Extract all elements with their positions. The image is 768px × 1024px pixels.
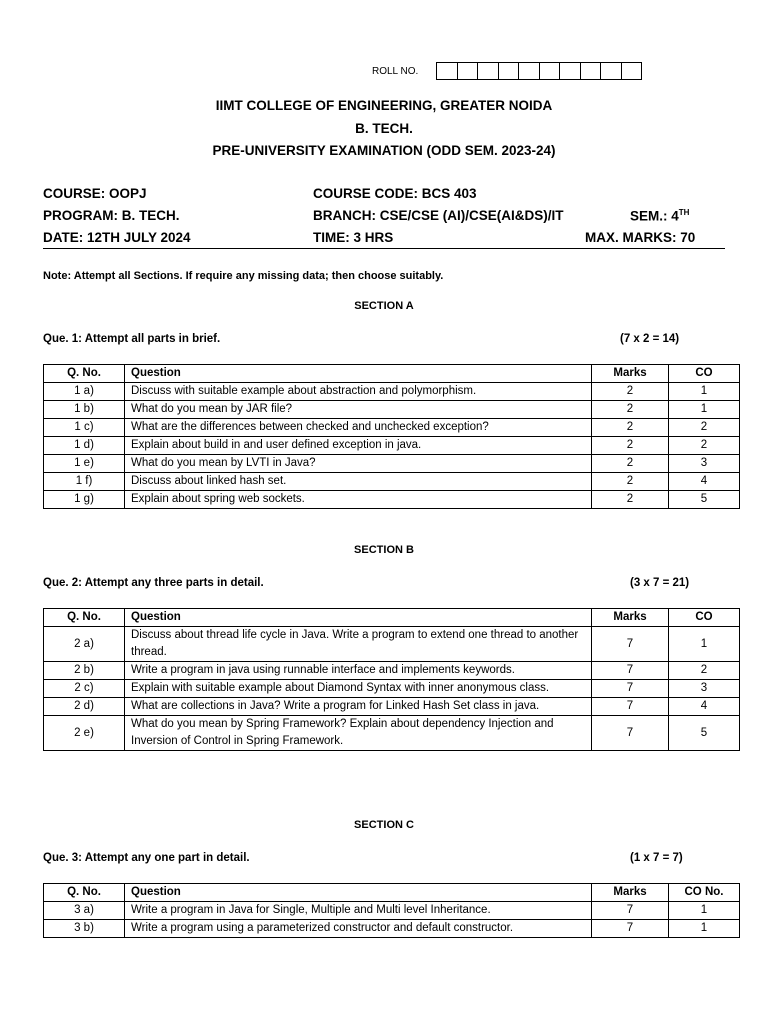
note: Note: Attempt all Sections. If require any missing data; then choose suitably. <box>43 270 444 282</box>
degree-title: B. TECH. <box>355 121 413 136</box>
section-c-table <box>43 883 740 938</box>
branch: BRANCH: CSE/CSE (AI)/CSE(AI&DS)/IT <box>313 208 564 223</box>
q-marks: 2 <box>592 419 669 437</box>
section-a-table <box>43 364 740 509</box>
q-text: Explain about spring web sockets. <box>125 491 592 509</box>
q-marks: 7 <box>592 920 669 938</box>
q-co: 1 <box>669 627 740 662</box>
section-a-marks: (7 x 2 = 14) <box>620 333 680 345</box>
col-marks: Marks <box>592 884 669 902</box>
q-co: 5 <box>669 491 740 509</box>
roll-number-box <box>478 63 499 79</box>
table-row <box>44 716 740 751</box>
q-co: 1 <box>669 902 740 920</box>
section-b-marks: (3 x 7 = 21) <box>630 577 690 589</box>
q-co: 1 <box>669 401 740 419</box>
col-marks: Marks <box>592 609 669 627</box>
q-no: 2 b) <box>44 662 125 680</box>
table-row <box>44 920 740 938</box>
q-co: 2 <box>669 419 740 437</box>
section-a-title: SECTION A <box>354 300 414 312</box>
q-marks: 2 <box>592 473 669 491</box>
q-text: What do you mean by LVTI in Java? <box>125 455 592 473</box>
roll-number-box <box>519 63 540 79</box>
q-text: Write a program in Java for Single, Multiple and Multi level Inheritance. <box>125 902 592 920</box>
semester <box>630 208 689 224</box>
exam-title: PRE-UNIVERSITY EXAMINATION (ODD SEM. 2023-24) <box>212 143 556 158</box>
q-text: What do you mean by Spring Framework? Explain about dependency Injection and Inversion of Control in Spring Framework. <box>125 716 592 751</box>
roll-number-box <box>581 63 602 79</box>
q-co: 2 <box>669 662 740 680</box>
table-row <box>44 491 740 509</box>
table-row <box>44 698 740 716</box>
table-row <box>44 419 740 437</box>
q-marks: 7 <box>592 698 669 716</box>
section-c-instruction: Que. 3: Attempt any one part in detail. <box>43 852 250 864</box>
q-text: Write a program using a parameterized constructor and default constructor. <box>125 920 592 938</box>
semester-value: SEM.: 4 <box>630 208 679 224</box>
section-b-table <box>43 608 740 751</box>
q-co: 1 <box>669 383 740 401</box>
q-marks: 7 <box>592 902 669 920</box>
course-code: COURSE CODE: BCS 403 <box>313 186 477 201</box>
section-c-title: SECTION C <box>354 819 414 831</box>
q-no: 3 a) <box>44 902 125 920</box>
roll-number-label: ROLL NO. <box>372 65 419 77</box>
q-co: 5 <box>669 716 740 751</box>
col-qno: Q. No. <box>44 365 125 383</box>
q-no: 2 e) <box>44 716 125 751</box>
table-row <box>44 627 740 662</box>
q-text: Discuss about linked hash set. <box>125 473 592 491</box>
q-text: Explain with suitable example about Diamond Syntax with inner anonymous class. <box>125 680 592 698</box>
roll-number-box <box>560 63 581 79</box>
table-header-row <box>44 365 740 383</box>
q-marks: 2 <box>592 383 669 401</box>
exam-time: TIME: 3 HRS <box>313 230 394 245</box>
q-marks: 2 <box>592 401 669 419</box>
table-row <box>44 902 740 920</box>
roll-number-box <box>458 63 479 79</box>
q-text: Write a program in java using runnable interface and implements keywords. <box>125 662 592 680</box>
semester-suffix: TH <box>678 208 690 217</box>
q-text: Discuss about thread life cycle in Java. Write a program to extend one thread to another thread. <box>125 627 592 662</box>
q-co: 3 <box>669 455 740 473</box>
q-marks: 7 <box>592 716 669 751</box>
section-b-title: SECTION B <box>354 544 414 556</box>
q-marks: 7 <box>592 680 669 698</box>
q-no: 2 c) <box>44 680 125 698</box>
section-a-instruction: Que. 1: Attempt all parts in brief. <box>43 333 221 345</box>
q-no: 1 d) <box>44 437 125 455</box>
section-c-marks: (1 x 7 = 7) <box>630 852 683 864</box>
q-text: Explain about build in and user defined exception in java. <box>125 437 592 455</box>
q-text: What do you mean by JAR file? <box>125 401 592 419</box>
q-co: 3 <box>669 680 740 698</box>
col-co: CO No. <box>669 884 740 902</box>
q-text: What are collections in Java? Write a program for Linked Hash Set class in java. <box>125 698 592 716</box>
q-no: 1 f) <box>44 473 125 491</box>
q-no: 2 a) <box>44 627 125 662</box>
col-co: CO <box>669 609 740 627</box>
col-marks: Marks <box>592 365 669 383</box>
table-header-row <box>44 609 740 627</box>
table-row <box>44 401 740 419</box>
college-name: IIMT COLLEGE OF ENGINEERING, GREATER NOIDA <box>215 98 553 113</box>
col-co: CO <box>669 365 740 383</box>
section-b-instruction: Que. 2: Attempt any three parts in detail. <box>43 577 264 589</box>
roll-number-boxes <box>436 62 642 80</box>
roll-number <box>372 62 642 80</box>
roll-number-box <box>540 63 561 79</box>
table-row <box>44 383 740 401</box>
roll-number-box <box>437 63 458 79</box>
exam-date: DATE: 12TH JULY 2024 <box>43 230 191 245</box>
q-marks: 2 <box>592 491 669 509</box>
q-no: 1 a) <box>44 383 125 401</box>
course: COURSE: OOPJ <box>43 186 147 201</box>
header-divider <box>43 248 725 249</box>
col-question: Question <box>125 365 592 383</box>
q-no: 3 b) <box>44 920 125 938</box>
col-question: Question <box>125 884 592 902</box>
q-no: 1 e) <box>44 455 125 473</box>
q-marks: 2 <box>592 437 669 455</box>
roll-number-box <box>601 63 622 79</box>
q-no: 1 c) <box>44 419 125 437</box>
q-co: 4 <box>669 473 740 491</box>
table-row <box>44 473 740 491</box>
q-co: 1 <box>669 920 740 938</box>
roll-number-box <box>622 63 642 79</box>
table-row <box>44 437 740 455</box>
q-text: What are the differences between checked and unchecked exception? <box>125 419 592 437</box>
q-no: 1 g) <box>44 491 125 509</box>
q-co: 2 <box>669 437 740 455</box>
program: PROGRAM: B. TECH. <box>43 208 180 223</box>
q-no: 1 b) <box>44 401 125 419</box>
q-marks: 7 <box>592 627 669 662</box>
q-marks: 7 <box>592 662 669 680</box>
roll-number-box <box>499 63 520 79</box>
col-qno: Q. No. <box>44 884 125 902</box>
col-question: Question <box>125 609 592 627</box>
table-row <box>44 455 740 473</box>
table-row <box>44 662 740 680</box>
table-row <box>44 680 740 698</box>
table-header-row <box>44 884 740 902</box>
q-text: Discuss with suitable example about abstraction and polymorphism. <box>125 383 592 401</box>
q-co: 4 <box>669 698 740 716</box>
max-marks: MAX. MARKS: 70 <box>585 230 696 245</box>
col-qno: Q. No. <box>44 609 125 627</box>
q-marks: 2 <box>592 455 669 473</box>
q-no: 2 d) <box>44 698 125 716</box>
